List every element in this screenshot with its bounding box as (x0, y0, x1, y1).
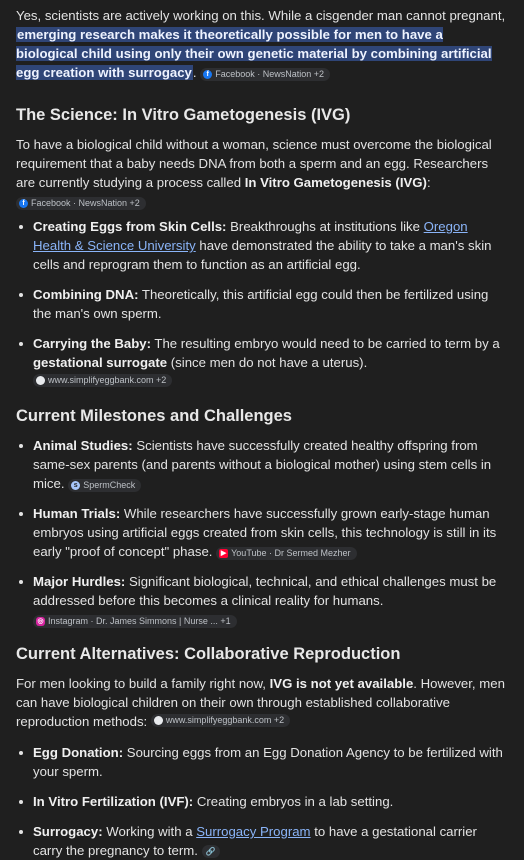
globe-icon (36, 376, 45, 385)
source-chip-label: www.simplifyeggbank.com +2 (48, 375, 167, 385)
item-title: Major Hurdles: (33, 574, 126, 589)
item-text: Creating embryos in a lab setting. (193, 794, 394, 809)
item-text: Scientists have successfully created healthy offspring from same-sex parents (and parents without a biological mother) using stem cells in mice. (33, 438, 492, 491)
item-text: The resulting embryo would need to be carried to term by a (150, 336, 500, 351)
source-chip-link[interactable] (202, 845, 220, 858)
globe-icon (154, 716, 163, 725)
source-chip-facebook[interactable] (200, 68, 330, 81)
alternatives-paragraph (16, 674, 508, 731)
source-chip-label: YouTube · Dr Sermed Mezher (231, 548, 351, 558)
surrogacy-program-link[interactable]: Surrogacy Program (196, 824, 311, 839)
item-title: Creating Eggs from Skin Cells: (33, 219, 227, 234)
source-chip-facebook[interactable] (16, 197, 146, 210)
item-text: Theoretically, this artificial egg could then be fertilized using the man's own sperm. (33, 287, 489, 321)
item-text: While researchers have successfully grown early-stage human embryos using artificial eggs created from skin cells, this technology is still in its early "proof of concept" phase. (33, 506, 497, 559)
source-chip-spermcheck[interactable] (68, 479, 141, 492)
list-item (33, 822, 508, 860)
source-chip-web[interactable] (151, 714, 290, 727)
item-title: Surrogacy: (33, 824, 103, 839)
item-text: (since men do not have a uterus). (167, 355, 368, 370)
source-chip-web[interactable] (33, 374, 172, 387)
item-text: to have a gestational carrier carry the pregnancy to term. (33, 824, 477, 858)
list-item (33, 743, 508, 781)
item-text: have demonstrated the ability to take a man's skin cells and reprogram them to function as an artificial egg. (33, 238, 492, 272)
instagram-icon: ◎ (37, 618, 44, 625)
science-list (16, 217, 508, 391)
alternatives-list (16, 743, 508, 860)
facebook-icon: f (19, 199, 28, 208)
facebook-icon: f (203, 70, 212, 79)
section-heading-science: The Science: In Vitro Gametogenesis (IVG) (16, 106, 351, 124)
list-item (33, 334, 508, 391)
list-item (33, 792, 508, 811)
intro-paragraph (16, 6, 508, 82)
source-chip-label: SpermCheck (83, 480, 136, 490)
source-chip-label: www.simplifyeggbank.com +2 (165, 715, 285, 725)
list-item (33, 504, 508, 561)
item-title: In Vitro Fertilization (IVF): (33, 794, 194, 809)
item-text: Working with a (102, 824, 197, 839)
ivg-term: In Vitro Gametogenesis (IVG) (244, 175, 427, 190)
source-chip-youtube[interactable] (216, 547, 356, 560)
list-item (33, 217, 508, 274)
section-heading-milestones: Current Milestones and Challenges (16, 407, 292, 425)
source-chip-label: Instagram · Dr. James Simmons | Nurse ... +1 (48, 616, 231, 626)
science-tail: : (426, 175, 431, 190)
link-icon: 🔗 (205, 847, 216, 856)
alternatives-text: . However, men can have biological children on their own through established collaborative reproduction methods: (16, 676, 505, 729)
intro-text: Yes, scientists are actively working on this. While a cisgender man cannot pregnant, (16, 8, 506, 23)
source-chip-instagram[interactable] (33, 615, 237, 628)
item-text: Breakthroughs at institutions like (226, 219, 424, 234)
ivg-status: IVG is not yet available (269, 676, 414, 691)
intro-tail: . (192, 65, 197, 80)
list-item (33, 285, 508, 323)
spermcheck-icon: s (71, 481, 80, 490)
item-title: Carrying the Baby: (33, 336, 151, 351)
science-text: To have a biological child without a woman, science must overcome the biological requirement that a baby needs DNA from both a sperm and an egg. Researchers are currently studying a process called (16, 137, 492, 190)
ohsu-link[interactable]: Oregon Health & Science University (33, 219, 468, 253)
item-text: Sourcing eggs from an Egg Donation Agency to be fertilized with your sperm. (33, 745, 503, 779)
item-title: Human Trials: (33, 506, 121, 521)
item-title: Egg Donation: (33, 745, 124, 760)
science-paragraph (16, 135, 508, 211)
youtube-icon: ▶ (220, 550, 227, 557)
item-title: Combining DNA: (33, 287, 139, 302)
section-heading-alternatives: Current Alternatives: Collaborative Reproduction (16, 645, 401, 663)
source-chip-label: Facebook · NewsNation +2 (31, 198, 140, 208)
alternatives-text: For men looking to build a family right now, (16, 676, 270, 691)
item-bold-term: gestational surrogate (33, 355, 168, 370)
item-text: Significant biological, technical, and ethical challenges must be addressed before this becomes a clinical reality for humans. (33, 574, 497, 608)
milestones-list (16, 436, 508, 629)
source-chip-label: Facebook · NewsNation +2 (215, 69, 325, 79)
highlighted-text[interactable]: emerging research makes it theoretically possible for men to have a biological child using only their own genetic material by combining artificial egg creation with surrogacy (16, 27, 492, 80)
list-item (33, 572, 508, 629)
list-item (33, 436, 508, 493)
item-title: Animal Studies: (33, 438, 133, 453)
